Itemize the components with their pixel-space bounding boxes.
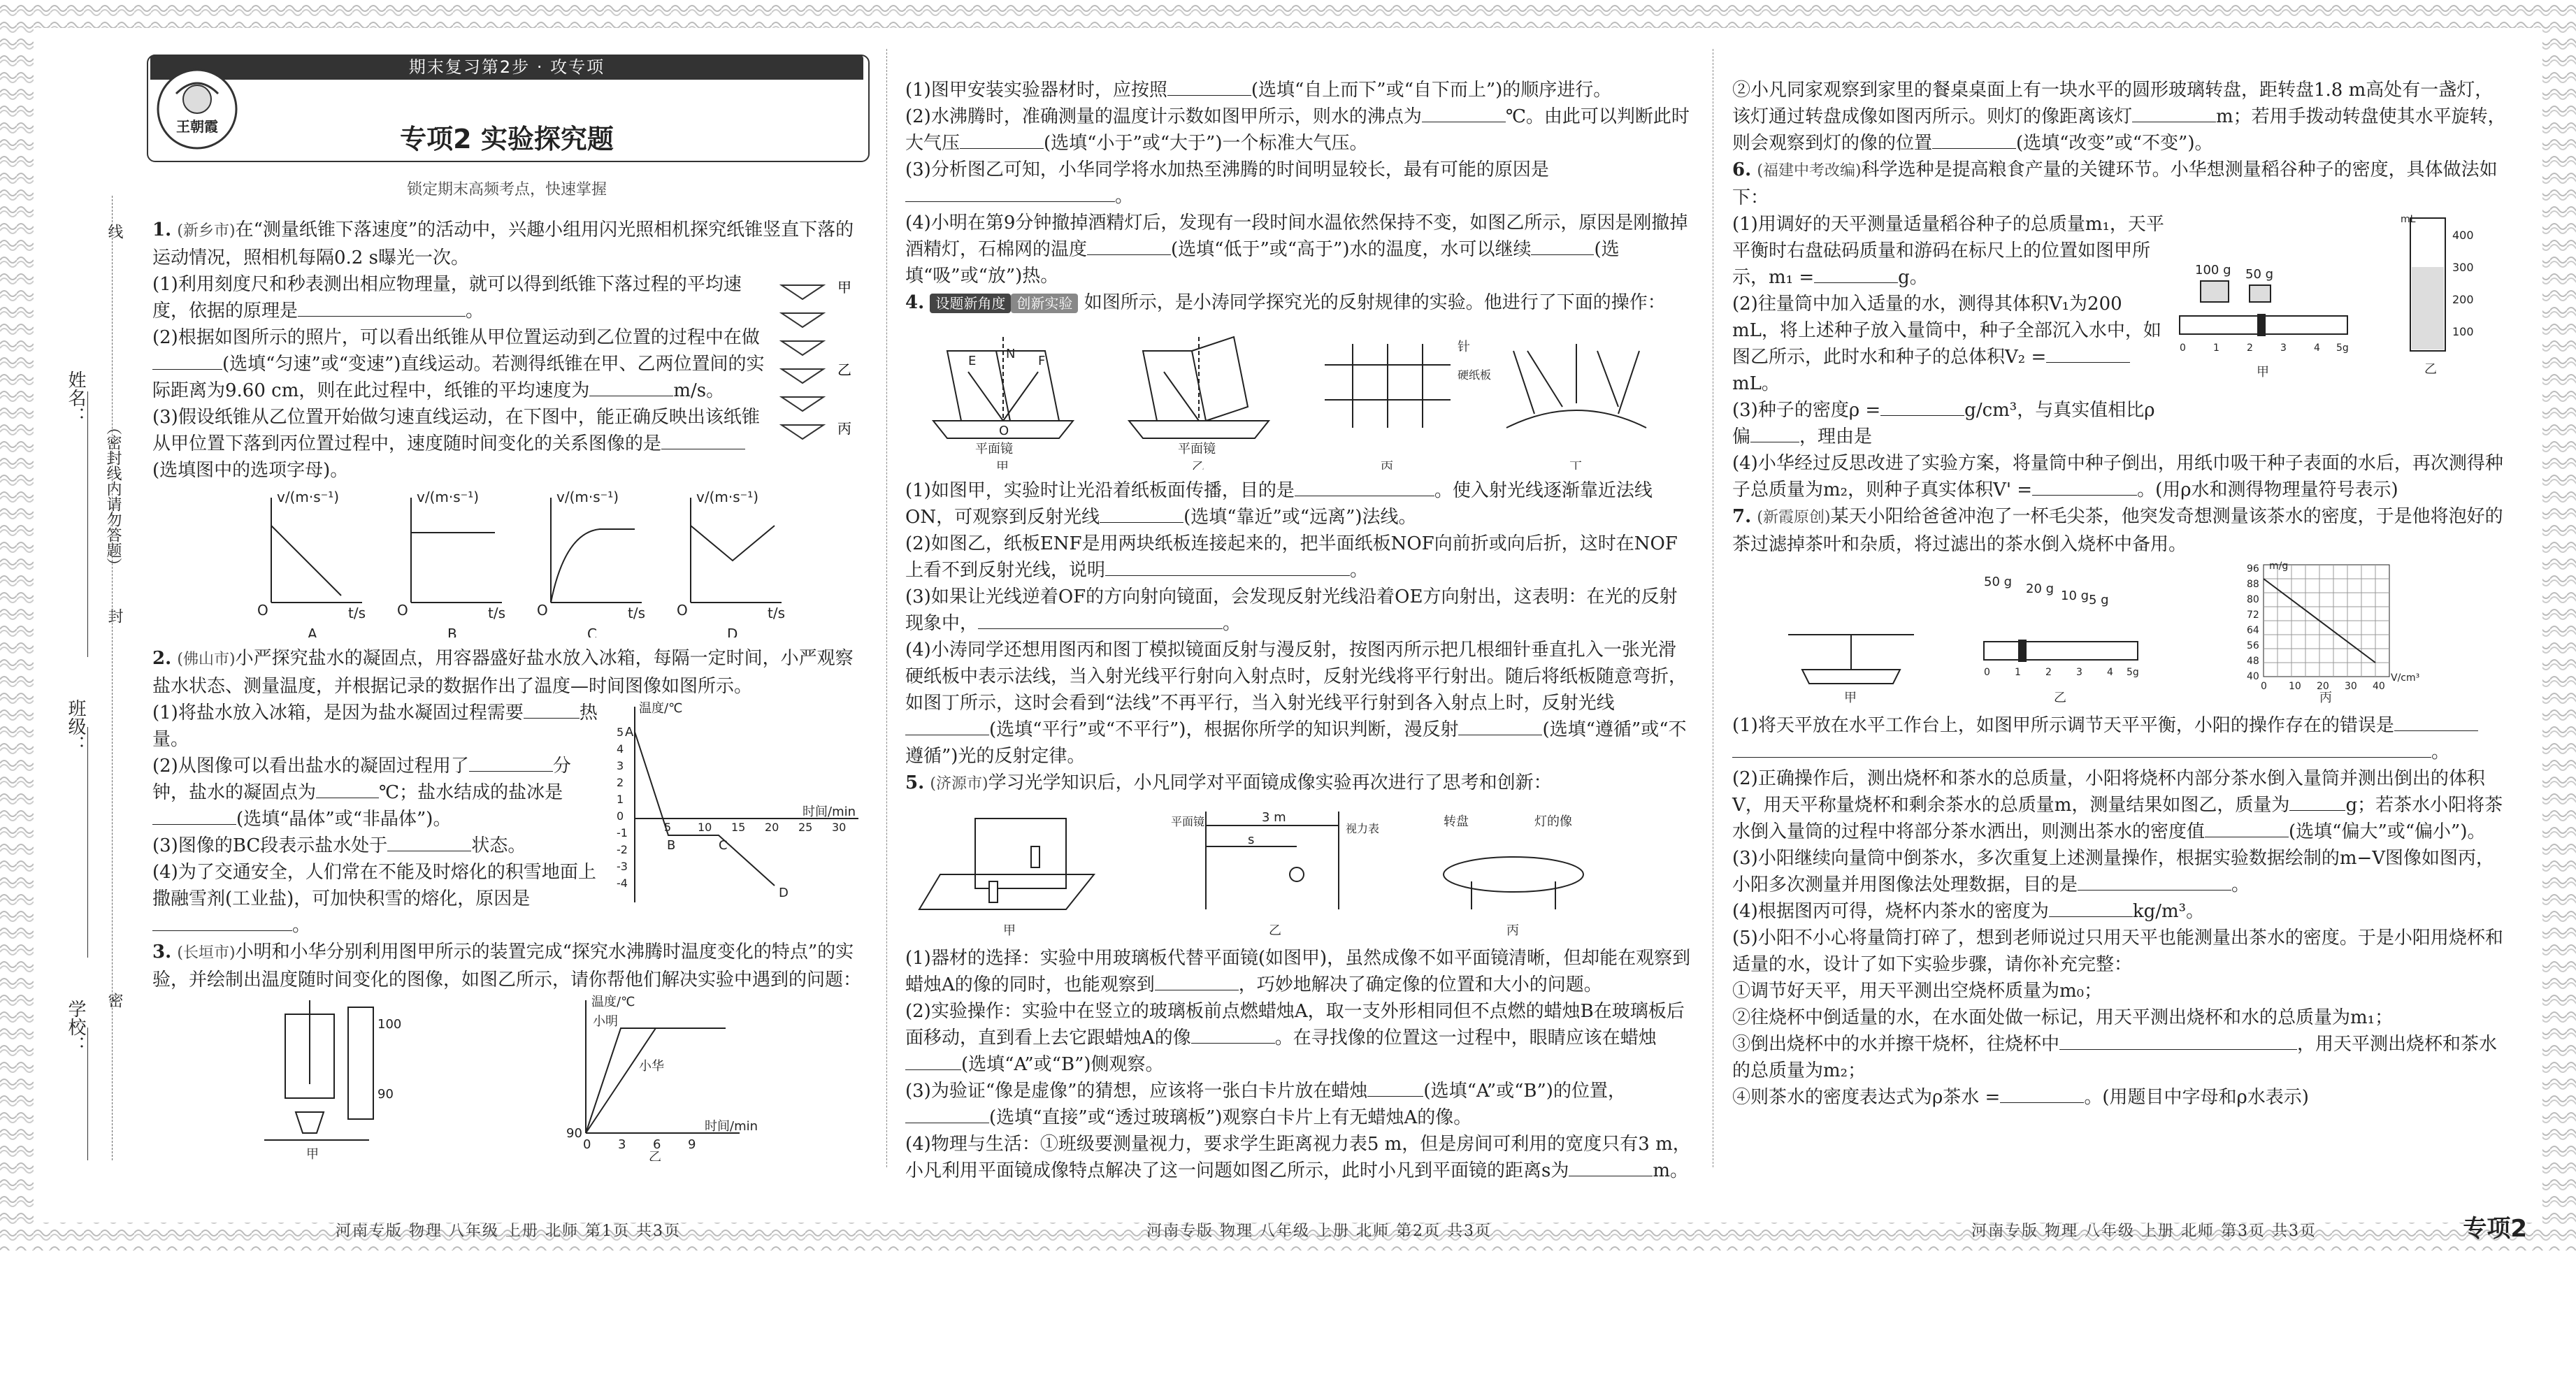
q7-x-tick-label: 0 xyxy=(2261,681,2267,692)
name-label: 姓名： xyxy=(65,370,86,425)
svg-text:A: A xyxy=(625,725,634,740)
q5-blank5[interactable] xyxy=(905,1104,989,1123)
svg-text:v/(m·s⁻¹): v/(m·s⁻¹) xyxy=(556,489,619,505)
q5-number: 5. xyxy=(905,772,925,793)
boiling-chart xyxy=(566,995,758,1161)
q4-tag-new-angle: 设题新角度 xyxy=(930,294,1011,313)
q2-x-tick-label: 20 xyxy=(765,821,779,834)
fig-eye-chart xyxy=(1171,810,1379,937)
svg-text:200: 200 xyxy=(2452,293,2474,306)
q4-blank5[interactable] xyxy=(905,716,989,735)
q6-blank1[interactable] xyxy=(1814,264,1898,283)
q5-blank1[interactable] xyxy=(1155,972,1239,990)
q7-blank1[interactable] xyxy=(2394,712,2478,731)
q7-blank3[interactable] xyxy=(2205,819,2289,837)
q6-blank2[interactable] xyxy=(2046,344,2130,363)
graph-B xyxy=(397,489,505,637)
svg-text:6: 6 xyxy=(653,1137,661,1152)
q2-x-tick-label: 10 xyxy=(698,821,712,834)
q5-blank6[interactable] xyxy=(1569,1158,1653,1176)
graph-D xyxy=(677,489,785,637)
q2-x-tick-label: 5 xyxy=(664,821,672,834)
svg-text:B: B xyxy=(667,838,676,853)
svg-text:400: 400 xyxy=(2452,229,2474,242)
svg-text:v/(m·s⁻¹): v/(m·s⁻¹) xyxy=(277,489,340,505)
svg-text:乙: 乙 xyxy=(837,361,851,378)
svg-text:1: 1 xyxy=(2213,343,2219,354)
q7-y-tick-label: 88 xyxy=(2247,579,2259,590)
q2-source: (佛山市) xyxy=(177,651,236,668)
q5-blank3[interactable] xyxy=(905,1051,961,1070)
seal-char-dense: 密 xyxy=(106,993,123,1008)
q6-figures xyxy=(2166,211,2501,379)
fig-bing xyxy=(1325,340,1491,470)
svg-text:甲: 甲 xyxy=(2257,365,2269,379)
fig-yi xyxy=(1129,337,1269,470)
q7-blank4[interactable] xyxy=(2078,872,2231,891)
q3-blank6[interactable] xyxy=(1531,236,1594,255)
q2-y-tick-label: -4 xyxy=(617,877,628,890)
q7-y-tick-label: 48 xyxy=(2247,656,2259,667)
svg-text:N: N xyxy=(1006,347,1016,361)
svg-text:O: O xyxy=(677,602,688,619)
svg-text:2: 2 xyxy=(2247,343,2253,354)
q2-blank3[interactable] xyxy=(316,779,379,798)
svg-text:时间/min: 时间/min xyxy=(705,1119,758,1134)
q1-blank2[interactable] xyxy=(152,351,222,370)
svg-text:100 g: 100 g xyxy=(2195,263,2231,277)
q7-x-tick-label: 10 xyxy=(2289,681,2301,692)
q5-blank4[interactable] xyxy=(1367,1078,1423,1097)
svg-text:平面镜: 平面镜 xyxy=(975,442,1013,456)
cone-photo-figure xyxy=(768,271,865,446)
svg-text:乙: 乙 xyxy=(2054,691,2066,705)
q1-number: 1. xyxy=(152,219,172,240)
school-underline xyxy=(87,1028,89,1160)
q7-y-tick-label: 72 xyxy=(2247,610,2259,621)
svg-text:v/(m·s⁻¹): v/(m·s⁻¹) xyxy=(696,489,759,505)
svg-text:平面镜: 平面镜 xyxy=(1171,815,1205,828)
q7-blank1-cont[interactable] xyxy=(1732,739,2431,758)
svg-text:50 g: 50 g xyxy=(2245,267,2274,282)
q1-blank3[interactable] xyxy=(589,377,673,396)
svg-text:时间/min: 时间/min xyxy=(803,805,856,819)
class-label: 班级： xyxy=(65,699,86,754)
svg-text:10 g: 10 g xyxy=(2061,589,2089,603)
q3-blank5[interactable] xyxy=(1087,236,1171,255)
svg-text:丙: 丙 xyxy=(1506,923,1519,937)
q5-figures xyxy=(905,798,1688,937)
q2-number: 2. xyxy=(152,648,172,669)
svg-text:3: 3 xyxy=(2280,343,2287,354)
q5-source: (济源市) xyxy=(930,775,988,793)
q7-y-tick-label: 96 xyxy=(2247,563,2259,575)
graph-A xyxy=(257,489,366,637)
svg-text:丙: 丙 xyxy=(2319,691,2332,705)
svg-text:甲: 甲 xyxy=(306,1147,319,1161)
q2-blank6[interactable] xyxy=(152,912,292,931)
q2-y-tick-label: 5 xyxy=(617,726,624,739)
column-1: 1. (新乡市)在“测量纸锥下落速度”的活动中，兴趣小组用闪光照相机探究纸锥竖直下落的运动情况，照相机每隔0.2 s曝光一次。 (1)利用刻度尺和秒表测出相应物理量，就可以得到纸锥下落过程的平均速度，依据的原理是 。 (2)根据如图所示的照片，可以看出纸锥从甲位置运动到乙位置的过程中在做(选填“匀速”或“变速”)直线运动。若测得纸锥在甲、乙两位置间的实际距离为9.60 cm，则在此过程中，纸锥的平均速度为 m/s。 (3)假设纸锥从乙位置开始做匀速直线运动，在下图中，能正确反映出该纸锥从甲位置下落到丙位置过程中，速度随时间变化的关系图像的是(选填图中的选项字母)。 甲 乙 丙 v/(m·s⁻¹) t/s O A v/(m·s⁻¹) t/s O B v/(m·s⁻¹) t/s O C v/(m·s⁻¹) t/s O D 2. (佛山市)小严探究盐水的凝固点，用容器盛好盐水放入冰箱，每隔一定时间，小严观察盐水状态、测量温度，并根据记录的数据作出了温度—时间图像如图所示。 (1)将盐水放入冰箱，是因为盐水凝固过程需要 热量。 (2)从图像可以看出盐水的凝固过程用了 分钟，盐水的凝固点为 ℃；盐水结成的盐冰是(选填“晶体”或“非晶体”)。 (3)图像的BC段表示盐水处于 状态。 (4)为了交通安全，人们常在不能及时熔化的积雪地面上撒融雪剂(工业盐)，可加快积雪的熔化，原因是。 温度/℃ 时间/min 5 4 3 2 1 0 -1 -2 -3 -4 5 10 15 20 25 30 A B C D 3. (长垣市)小明和小华分别利用图甲所示的装置完成“探究水沸腾时温度变化的特点”的实验，并绘制出温度随时间变化的图像，如图乙所示，请你帮他们解决实验中遇到的问题： 100 90 甲 温度/℃ 时间/min 90 0 3 6 9 小明 小华 乙 xyxy=(152,217,869,1377)
q2-stem: 小严探究盐水的凝固点，用容器盛好盐水放入冰箱，每隔一定时间，小严观察盐水状态、测量温度，并根据记录的数据作出了温度—时间图像如图所示。 xyxy=(152,648,854,697)
svg-text:E: E xyxy=(968,354,977,368)
q3-blank1[interactable] xyxy=(1167,77,1251,96)
q2-x-tick-label: 30 xyxy=(832,821,847,834)
svg-text:1: 1 xyxy=(2015,667,2021,678)
q4-blank4[interactable] xyxy=(978,610,1223,629)
q4-blank1[interactable] xyxy=(1295,477,1434,496)
svg-text:100: 100 xyxy=(2452,325,2474,338)
q7-x-tick-label: 30 xyxy=(2345,681,2357,692)
q1-part2c: m/s。 xyxy=(673,380,725,401)
q7-weights xyxy=(1984,575,2139,705)
q6-cylinder xyxy=(2401,214,2474,377)
q7-balance xyxy=(1788,635,1914,705)
svg-text:20 g: 20 g xyxy=(2026,582,2055,596)
q3-number: 3. xyxy=(152,942,172,963)
page-subtitle: 锁定期末高频考点，快速掌握 xyxy=(406,181,607,199)
q3-source: (长垣市) xyxy=(177,944,236,962)
svg-text:s: s xyxy=(1248,832,1255,847)
svg-text:硬纸板: 硬纸板 xyxy=(1458,368,1492,382)
q2-y-tick-label: -2 xyxy=(617,843,628,856)
q7-figures xyxy=(1732,558,2501,705)
q4-blank3[interactable] xyxy=(1105,557,1350,576)
footer-page-1: 河南专版 物理 八年级 上册 北师 第1页 共3页 xyxy=(336,1223,681,1240)
svg-text:m/g: m/g xyxy=(2269,561,2289,572)
svg-text:乙: 乙 xyxy=(1269,923,1281,937)
q7-y-tick-label: 64 xyxy=(2247,625,2259,636)
svg-text:O: O xyxy=(257,602,268,619)
footer-page-3: 河南专版 物理 八年级 上册 北师 第3页 共3页 xyxy=(1971,1223,2317,1240)
svg-text:转盘: 转盘 xyxy=(1444,814,1469,829)
svg-text:A: A xyxy=(308,626,317,637)
brand-logo xyxy=(155,67,239,151)
q2-x-tick-label: 25 xyxy=(798,821,813,834)
q2-part1: (1)将盐水放入冰箱，是因为盐水凝固过程需要 xyxy=(152,702,524,723)
svg-text:D: D xyxy=(727,626,738,637)
svg-text:3: 3 xyxy=(2076,667,2082,678)
svg-text:v/(m·s⁻¹): v/(m·s⁻¹) xyxy=(417,489,480,505)
svg-text:5 g: 5 g xyxy=(2089,593,2109,607)
svg-text:B: B xyxy=(447,626,457,637)
q3-blank4[interactable] xyxy=(905,183,1115,202)
svg-text:乙: 乙 xyxy=(2424,362,2437,377)
q2-y-tick-label: 0 xyxy=(617,809,624,823)
q6-source: (福建中考改编) xyxy=(1757,162,1862,180)
svg-text:C: C xyxy=(719,838,728,853)
svg-text:0: 0 xyxy=(1984,667,1990,678)
class-underline xyxy=(87,727,89,958)
svg-text:温度/℃: 温度/℃ xyxy=(639,701,683,716)
svg-text:C: C xyxy=(587,626,597,637)
school-label: 学校： xyxy=(65,1000,86,1054)
q7-x-tick-label: 40 xyxy=(2373,681,2385,692)
svg-text:平面镜: 平面镜 xyxy=(1178,442,1216,456)
seal-char-seal: 封 xyxy=(106,608,123,623)
q7-y-tick-label: 80 xyxy=(2247,594,2259,605)
svg-text:t/s: t/s xyxy=(768,605,785,621)
q1-part2b: (选填“匀速”或“变速”)直线运动。若测得纸锥在甲、乙两位置间的实际距离为9.60 cm，则在此过程中，纸锥的平均速度为 xyxy=(152,354,765,401)
svg-text:0: 0 xyxy=(2180,343,2186,354)
svg-text:乙: 乙 xyxy=(1192,460,1204,470)
svg-text:O: O xyxy=(999,424,1009,438)
svg-text:mL: mL xyxy=(2401,214,2416,225)
q7-blank7[interactable] xyxy=(2000,1084,2084,1103)
q7-blank2[interactable] xyxy=(2289,792,2345,811)
q1-part3b: (选填图中的选项字母)。 xyxy=(152,460,349,481)
q2-y-tick-label: -1 xyxy=(617,826,628,839)
q2-y-tick-label: 4 xyxy=(617,742,624,756)
q1-source: (新乡市) xyxy=(177,222,236,240)
svg-text:t/s: t/s xyxy=(628,605,645,621)
q2-y-tick-label: -3 xyxy=(617,860,628,873)
q1-part3: (3)假设纸锥从乙位置开始做匀速直线运动，在下图中，能正确反映出该纸锥从甲位置下落到丙位置过程中，速度随时间变化的关系图像的是 xyxy=(152,407,760,454)
svg-text:小华: 小华 xyxy=(639,1059,664,1074)
svg-text:50 g: 50 g xyxy=(1984,575,2013,589)
svg-text:乙: 乙 xyxy=(649,1150,661,1161)
q4-blank6[interactable] xyxy=(1458,716,1542,735)
seal-note: （密封线内请勿答题） xyxy=(104,419,122,573)
svg-text:300: 300 xyxy=(2452,261,2474,274)
q7-blank6[interactable] xyxy=(2059,1031,2297,1050)
svg-text:0: 0 xyxy=(583,1137,591,1152)
q1-blank1[interactable] xyxy=(298,298,466,317)
q1-vt-graphs xyxy=(152,484,865,637)
page-title: 专项2 实验探究题 xyxy=(400,124,614,154)
q2-x-tick-label: 15 xyxy=(731,821,746,834)
column-3: ②小凡同家观察到家里的餐桌桌面上有一块水平的圆形玻璃转盘，距转盘1.8 m高处有一盏灯，该灯通过转盘成像如图丙所示。则灯的像距离该灯 m；若用手拨动转盘使其水平旋转，则会观察到灯的像的位置 (选填“改变”或“不变”)。 6. (福建中考改编)科学选种是提高粮食产量的关键环节。小华想测量稻谷种子的密度，具体做法如下： (1)用调好的天平测量适量稻谷种子的总质量m₁，天平平衡时右盘砝码质量和游码在标尺上的位置如图甲所示，m₁ = g。 (2)往量筒中加入适量的水，测得其体积V₁为200 mL，将上述种子放入量筒中，种子全部沉入水中，如图乙所示，此时水和种子的总体积V₂ =mL。 (3)种子的密度ρ = g/cm³，与真实值相比ρ偏 ，理由是 100 g 50 g 0 1 2 3 4 5g 甲 mL 400 300 200 100 乙 (4)小华经过反思改进了实验方案，将量筒中种子倒出，用纸巾吸干种子表面的水后，再次测得种子总质量为m₂，则种子真实体积V' = 。(用ρ水和测得物理量符号表示) 7. (新霞原创)某天小阳给爸爸冲泡了一杯毛尖茶，他突发奇想测量该茶水的密度，于是他将泡好的茶过滤掉茶叶和杂质，将过滤出的茶水倒入烧杯中备用。 甲 50 g 20 g 10 g 5 g 0 1 2 3 4 5g 乙 m/g V/cm³ 96 88 80 72 64 56 48 40 0 10 20 30 40 丙 (1)将天平放在水平工作台上，如图甲所示调节天平平衡，小阳的操作存在的错误是 。 (2)正确操作后，测出烧杯和茶水的总质量，小阳将烧杯内部分茶水倒入量筒并测出倒出的体积V，用天平称量烧杯和剩余茶水的总质量m，测量结果如图乙，质量为 g；若茶水小阳将茶水倒入量筒的过程中将部分茶水洒出，则测出茶水的密度值 (选填“偏大”或“偏小”)。 (3)小阳继续向量筒中倒茶水，多次重复上述测量操作，根据实验数据绘制的m−V图像如图丙，小阳多次测量并用图像法处理数据，目的是 。 (4)根据图丙可得，烧杯内茶水的密度为 kg/m³。 (5)小阳不小心将量筒打碎了，想到老师说过只用天平也能测量出茶水的密度。于是小阳用烧杯和适量的水，设计了如下实验步骤，请你补充完整： ①调节好天平，用天平测出空烧杯质量为m₀； ②往烧杯中倒适量的水，在水面处做一标记，用天平测出烧杯和水的总质量为m₁； ③倒出烧杯中的水并擦干烧杯，往烧杯中 ，用天平测出烧杯和茶水的总质量为m₂； ④则茶水的密度表达式为ρ茶水 = 。(用题目中字母和ρ水表示) xyxy=(1732,80,2506,1108)
brand-text: 王朝霞 xyxy=(176,118,218,135)
svg-text:O: O xyxy=(397,602,408,619)
svg-text:90: 90 xyxy=(566,1126,582,1141)
q5-blank2[interactable] xyxy=(1191,1025,1275,1044)
svg-text:甲: 甲 xyxy=(1844,691,1857,705)
q4-blank2[interactable] xyxy=(1100,504,1183,523)
svg-text:t/s: t/s xyxy=(348,605,366,621)
q5-blank8[interactable] xyxy=(1932,130,2016,149)
corner-label: 专项2 xyxy=(2463,1215,2527,1243)
q1-part1: (1)利用刻度尺和秒表测出相应物理量，就可以得到纸锥下落过程的平均速度，依据的原理是 xyxy=(152,274,742,322)
q2-blank1[interactable] xyxy=(524,700,580,719)
q7-y-tick-label: 40 xyxy=(2247,671,2259,682)
q7-y-tick-label: 56 xyxy=(2247,640,2259,651)
q7-source: (新霞原创) xyxy=(1757,509,1831,526)
q2-blank5[interactable] xyxy=(387,832,471,851)
column-2: (1)图甲安装实验器材时，应按照 (选填“自上而下”或“自下而上”)的顺序进行。 (2)水沸腾时，准确测量的温度计示数如图甲所示，则水的沸点为 ℃。由此可以判断此时大气压 (选填“小于”或“大于”)一个标准大气压。 (3)分析图乙可知，小华同学将水加热至沸腾的时间明显较长，最有可能的原因是。 (4)小明在第9分钟撤掉酒精灯后，发现有一段时间水温依然保持不变，如图乙所示，原因是刚撤掉酒精灯，石棉网的温度 (选填“低于”或“高于”)水的温度，水可以继续 (选填“吸”或“放”)热。 4. 设题新角度 创新实验 如图所示，是小涛同学探究光的反射规律的实验。他进行了下面的操作： E N F O 平面镜 甲 平面镜 乙 针 硬纸板 丙 丁 (1)如图甲，实验时让光沿着纸板面传播，目的是 。使入射光线逐渐靠近法线ON，可观察到反射光线 (选填“靠近”或“远离”)法线。 (2)如图乙，纸板ENF是用两块纸板连接起来的，把半面纸板NOF向前折或向后折，这时在NOF上看不到反射光线，说明 。 (3)如果让光线逆着OF的方向射向镜面，会发现反射光线沿着OE方向射出，这表明：在光的反射现象中， 。 (4)小涛同学还想用图丙和图丁模拟镜面反射与漫反射，按图丙所示把几根细针垂直扎入一张光滑硬纸板中表示法线，当入射光线平行射向入射点时，反射光线将平行射出。随后将纸板随意弯折，如图丁所示，这时会看到“法线”不再平行，当入射光线平行射到各入射点上时，反射光线(选填“平行”或“不平行”)，根据你所学的知识判断，漫反射 (选填“遵循”或“不遵循”)光的反射定律。 5. (济源市)学习光学知识后，小凡同学对平面镜成像实验再次进行了思考和创新： 甲 平面镜 视力表 3 m s 乙 转盘 灯的像 丙 (1)器材的选择：实验中用玻璃板代替平面镜(如图甲)，虽然成像不如平面镜清晰，但却能在观察到蜡烛A的像的同时，也能观察到 ，巧妙地解决了确定像的位置和大小的问题。 (2)实验操作：实验中在竖立的玻璃板前点燃蜡烛A，取一支外形相同但不点燃的蜡烛B在玻璃板后面移动，直到看上去它跟蜡烛A的像 。在寻找像的位置这一过程中，眼睛应该在蜡烛(选填“A”或“B”)侧观察。 (3)为验证“像是虚像”的猜想，应该将一张白卡片放在蜡烛 (选填“A”或“B”)的位置，(选填“直接”或“透过玻璃板”)观察白卡片上有无蜡烛A的像。 (4)物理与生活：①班级要测量视力，要求学生距离视力表5 m，但是房间可利用的宽度只有3 m，小凡利用平面镜成像特点解决了这一问题如图乙所示，此时小凡到平面镜的距离s为 m。 xyxy=(905,77,1692,1237)
q3-blank2[interactable] xyxy=(1422,103,1506,122)
svg-text:4: 4 xyxy=(2314,343,2320,354)
q6-blank4[interactable] xyxy=(1750,424,1799,442)
svg-text:灯的像: 灯的像 xyxy=(1534,814,1572,829)
header-band: 期末复习第2步 · 攻专项 xyxy=(150,55,863,80)
svg-text:丙: 丙 xyxy=(1381,460,1393,470)
q7-x-tick-label: 20 xyxy=(2317,681,2329,692)
q6-blank3[interactable] xyxy=(1880,397,1964,416)
q2-y-tick-label: 2 xyxy=(617,776,624,789)
svg-text:针: 针 xyxy=(1458,340,1470,354)
svg-text:V/cm³: V/cm³ xyxy=(2391,672,2420,684)
q5-blank7[interactable] xyxy=(2132,103,2216,122)
q3-figures xyxy=(152,993,865,1161)
name-underline xyxy=(87,391,89,657)
svg-text:100: 100 xyxy=(377,1017,402,1032)
graph-C xyxy=(537,489,645,637)
q4-tag-innovative: 创新实验 xyxy=(1011,294,1078,313)
q2-y-tick-label: 1 xyxy=(617,793,624,806)
q6-blank5[interactable] xyxy=(2032,477,2137,496)
svg-text:90: 90 xyxy=(377,1087,394,1102)
q1-part2a: (2)根据如图所示的照片，可以看出纸锥从甲位置运动到乙位置的过程中在做 xyxy=(152,327,760,348)
svg-text:4: 4 xyxy=(2107,667,2113,678)
svg-text:甲: 甲 xyxy=(837,279,851,296)
svg-text:视力表: 视力表 xyxy=(1346,822,1380,835)
svg-text:甲: 甲 xyxy=(1003,923,1016,937)
q1-stem: 在“测量纸锥下落速度”的活动中，兴趣小组用闪光照相机探究纸锥竖直下落的运动情况，照相机每隔0.2 s曝光一次。 xyxy=(152,219,854,268)
q2-blank4[interactable] xyxy=(152,806,236,825)
svg-text:D: D xyxy=(779,886,789,900)
svg-text:甲: 甲 xyxy=(996,460,1009,470)
boiling-apparatus xyxy=(264,1000,401,1161)
q7-blank5[interactable] xyxy=(2049,898,2133,917)
column-divider-1 xyxy=(886,49,887,1167)
svg-text:小明: 小明 xyxy=(593,1014,618,1029)
q4-number: 4. xyxy=(905,292,925,313)
svg-text:丁: 丁 xyxy=(1569,460,1582,470)
svg-text:2: 2 xyxy=(2045,667,2052,678)
q3-stem: 小明和小华分别利用图甲所示的装置完成“探究水沸腾时温度变化的特点”的实验，并绘制出温度随时间变化的图像，如图乙所示，请你帮他们解决实验中遇到的问题： xyxy=(152,942,862,990)
q2-y-tick-label: 3 xyxy=(617,759,624,772)
svg-text:O: O xyxy=(537,602,548,619)
q7-mv-chart xyxy=(2247,561,2419,705)
svg-text:3 m: 3 m xyxy=(1262,810,1286,825)
q4-reflection-figures xyxy=(905,316,1688,470)
seal-char-line: 线 xyxy=(106,224,123,239)
q6-weights-scale xyxy=(2180,263,2349,379)
q2-blank2[interactable] xyxy=(469,753,553,772)
q7-number: 7. xyxy=(1732,506,1752,527)
q1-blank4[interactable] xyxy=(661,431,745,449)
svg-text:3: 3 xyxy=(618,1137,626,1152)
fig-turntable xyxy=(1444,814,1583,937)
svg-text:丙: 丙 xyxy=(837,420,851,437)
fig-ding xyxy=(1506,344,1646,470)
fig-candle xyxy=(919,819,1094,937)
q6-number: 6. xyxy=(1732,159,1752,180)
fig-jia xyxy=(933,337,1073,470)
svg-text:9: 9 xyxy=(688,1137,696,1152)
q2-temp-time-chart xyxy=(607,700,865,909)
svg-text:F: F xyxy=(1038,354,1046,368)
svg-text:温度/℃: 温度/℃ xyxy=(591,995,635,1009)
svg-text:t/s: t/s xyxy=(488,605,505,621)
svg-text:5g: 5g xyxy=(2127,667,2139,678)
q3-blank3[interactable] xyxy=(960,130,1044,149)
footer-page-2: 河南专版 物理 八年级 上册 北师 第2页 共3页 xyxy=(1146,1223,1492,1240)
seal-line xyxy=(112,196,113,1160)
svg-text:5g: 5g xyxy=(2336,343,2349,354)
